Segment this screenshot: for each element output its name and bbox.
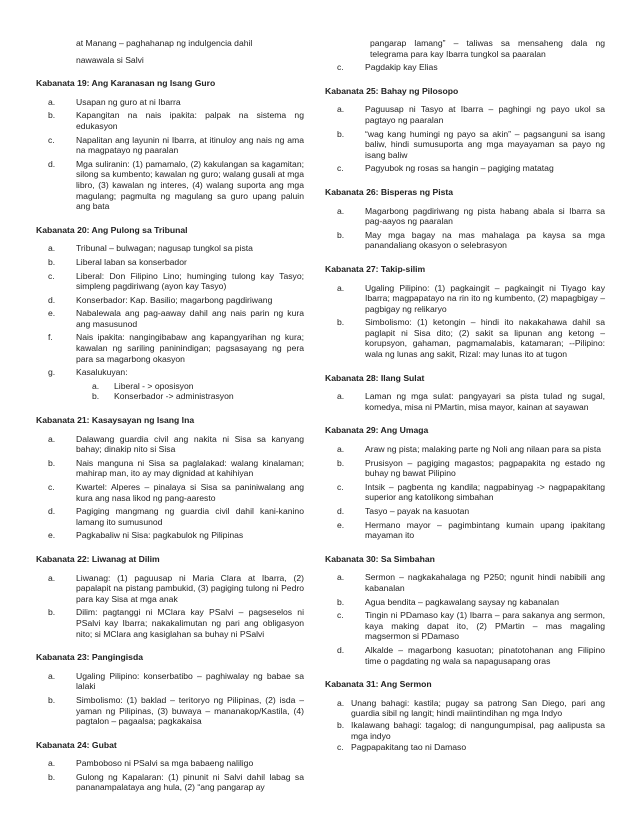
item-text: Pagkabaliw ni Sisa: pagkabulok ng Pilipinas — [76, 530, 244, 541]
list-item — [36, 332, 304, 364]
item-text: Ikalawang bahagi: tagalog; di nangungumpisal, pag aalipusta sa mga indyo — [351, 719, 605, 741]
list-item — [325, 506, 605, 517]
item-label: g. — [48, 367, 56, 378]
left-sections — [36, 78, 304, 793]
chapter-title: Kabanata 28: Ilang Sulat — [325, 372, 425, 383]
chapter-section — [325, 86, 605, 174]
right-sections — [325, 86, 605, 753]
item-text: Tingin ni PDamaso kay (1) Ibarra – para sakanya ang sermon, kaya making dapat ito, (2) PMartin – mas magaling magsermon si PDamaso — [365, 610, 605, 642]
item-label: b. — [337, 128, 345, 139]
item-label: c. — [48, 270, 55, 281]
item-label: a. — [48, 758, 56, 769]
list-item — [36, 308, 304, 329]
list-item — [36, 159, 304, 212]
item-label: b. — [337, 317, 345, 328]
chapter-section — [325, 187, 605, 251]
list-item — [325, 645, 605, 666]
item-label: c. — [337, 742, 344, 753]
item-text: Agua bendita – pagkawalang saysay ng kabanalan — [365, 596, 559, 607]
item-label: a. — [337, 104, 345, 115]
item-text: Hermano mayor – pagimbintang kumain upang ipakitang mayaman ito — [365, 519, 605, 541]
chapter-section — [325, 264, 605, 360]
item-text: Tribunal – bulwagan; nagusap tungkol sa pista — [76, 243, 253, 254]
continuation-text — [370, 38, 605, 59]
sub-list-item — [36, 391, 304, 402]
item-label: c. — [337, 610, 344, 621]
item-text: Kasalukuyan: — [76, 367, 128, 378]
item-label: a. — [48, 433, 56, 444]
item-text: Liberal laban sa konserbador — [76, 256, 187, 267]
item-label: e. — [337, 519, 345, 530]
list-item — [36, 772, 304, 793]
continuation-line: nawawala si Salvi — [76, 54, 144, 65]
sub-item-text: Liberal - > oposisyon — [114, 380, 194, 391]
chapter-title: Kabanata 24: Gubat — [36, 739, 117, 750]
item-label: b. — [48, 256, 56, 267]
chapter-title: Kabanata 29: Ang Umaga — [325, 425, 429, 436]
item-text: Magarbong pagdiriwang ng pista habang abala si Ibarra sa pag-aayos ng paaralan — [365, 205, 605, 227]
chapter-title: Kabanata 27: Takip-silim — [325, 263, 426, 274]
item-label: f. — [48, 332, 53, 343]
item-text: Dilim: pagtanggi ni MClara kay PSalvi – pagseselos ni PSalvi kay Ibarra; nakakalimutan ng pari ang obligasyon nito; si MClara ang kasiglahan sa buhay ni PSalvi — [76, 607, 304, 639]
item-label: c. — [48, 134, 55, 145]
item-text: Dalawang guardia civil ang nakita ni Sisa sa kanyang bahay; dinakip nito si Sisa — [76, 433, 304, 455]
list-item — [36, 434, 304, 455]
chapter-section — [325, 425, 605, 540]
chapter-section — [36, 78, 304, 212]
list-item — [36, 607, 304, 639]
item-label: d. — [337, 506, 345, 516]
item-text: Pagyubok ng rosas sa hangin – pagiging matatag — [365, 163, 554, 174]
item-label: a. — [337, 205, 345, 216]
item-label: c. — [337, 62, 344, 73]
chapter-title: Kabanata 22: Liwanag at Dilim — [36, 553, 160, 564]
item-text: Usapan ng guro at ni Ibarra — [76, 96, 181, 107]
chapter-title: Kabanata 30: Sa Simbahan — [325, 553, 435, 564]
item-label: b. — [337, 229, 345, 240]
item-label: d. — [48, 506, 56, 517]
item-label: a. — [48, 243, 56, 254]
list-item — [36, 295, 304, 306]
item-label: a. — [48, 96, 56, 107]
sub-item-label: a. — [92, 380, 100, 391]
item-text: Pagpapakitang tao ni Damaso — [351, 742, 467, 753]
item-text: Gulong ng Kapalaran: (1) pinunit ni Salvi dahil labag sa pananampalataya ang hula, (2) “ang pangarap ay — [76, 771, 304, 793]
item-text: “wag kang humingi ng payo sa akin” – pagsanguni sa isang baliw, hindi sumusuporta ang mga mayayaman sa payo ng isang baliw — [365, 128, 605, 160]
item-label: a. — [337, 572, 345, 583]
list-item — [325, 698, 605, 719]
item-text: Tasyo – payak na kasuotan — [365, 506, 470, 516]
item-label: c. — [337, 163, 344, 174]
list-item — [36, 243, 304, 254]
item-label: b. — [48, 771, 56, 782]
chapter-section — [325, 554, 605, 666]
item-text: Ugaling Pilipino: (1) pagkaingit – pagkaingit ni Tiyago kay Ibarra; magpapatayo na rin ito ng kumbento, (2) mapagbigay – pagbigay ng relikaryo — [365, 282, 605, 314]
chapter-title: Kabanata 26: Bisperas ng Pista — [325, 186, 453, 197]
item-label: a. — [337, 697, 345, 708]
item-text: Araw ng pista; malaking parte ng Noli ang nilaan para sa pista — [365, 444, 601, 455]
list-item — [36, 110, 304, 131]
item-label: b. — [48, 110, 56, 121]
sub-list-item — [36, 381, 304, 392]
list-item — [325, 163, 605, 174]
chapter-section — [36, 652, 304, 727]
list-item — [325, 104, 605, 125]
list-item — [325, 317, 605, 359]
list-item — [325, 572, 605, 593]
item-text: Kapangitan na nais ipakita: palpak na sistema ng edukasyon — [76, 110, 304, 131]
item-label: b. — [337, 596, 345, 607]
item-label: d. — [48, 294, 56, 305]
list-item — [36, 458, 304, 479]
continuation-line: at Manang – paghahanap ng indulgencia dahil — [76, 38, 253, 48]
item-label: a. — [337, 444, 345, 455]
list-item — [36, 257, 304, 268]
item-text: May mga bagay na mas mahalaga pa kaysa sa mga panandaliang okasyon o selebrasyon — [365, 229, 605, 251]
list-item — [325, 206, 605, 227]
item-text: Pagdakip kay Elias — [365, 62, 438, 73]
list-item — [325, 720, 605, 741]
chapter-title: Kabanata 21: Kasaysayan ng Isang Ina — [36, 415, 195, 426]
list-item — [325, 62, 605, 73]
item-text: Mga suliranin: (1) pamamalo, (2) kakulangan sa kagamitan; silong sa kumbento; kawalan ng guro; walang gusali at mga libro, (3) kawalan ng interes, (4) walang suporta ang mga magulang; pagmulta ng magulang sa guro upang paluin ang bata — [76, 158, 304, 212]
chapter-section — [36, 740, 304, 793]
item-text: Nabalewala ang pag-aaway dahil ang nais parin ng kura ang masusunod — [76, 308, 304, 329]
item-text: Unang bahagi: kastila; pugay sa patrong San Diego, pari ang guardia sibil ng langit; hindi maiintindihan ng mga Indyo — [351, 697, 605, 719]
left-column — [36, 38, 304, 796]
list-item — [325, 610, 605, 642]
item-text: Simbolismo: (1) ketongin – hindi ito nakakahawa dahil sa paglapit ni Sisa dito; (2) sakit sa lipunan ang ketong – korupsyon, gahaman, pagmamalabis, katamaran; --Pilipino: wala ng lunas ang sakit, Rizal: may lunas ito at tugon — [365, 317, 605, 360]
item-label: b. — [337, 719, 345, 730]
list-item — [36, 530, 304, 541]
list-item — [36, 135, 304, 156]
list-item — [36, 367, 304, 378]
chapter-section — [325, 679, 605, 753]
item-text: Laman ng mga sulat: pangyayari sa pista tulad ng sugal, komedya, misa ni PMartin, misa mayor, kainan at sayawan — [365, 391, 605, 412]
item-text: Liwanag: (1) paguusap ni Maria Clara at Ibarra, (2) papalapit na pistang pambukid, (3) pagiging tulong ni Pedro para kay Sisa at mga anak — [76, 572, 304, 604]
item-text: Intsik – pagbenta ng kandila; nagpabinyag -> nagpapakitang superior ang katolikong simbahan — [365, 481, 605, 503]
chapter-title: Kabanata 25: Bahay ng Pilosopo — [325, 85, 459, 96]
list-item — [325, 391, 605, 412]
item-text: Nais manguna ni Sisa sa paglalakad: walang kinalaman; mahirap man, ito ay may dignidad at kahihiyan — [76, 457, 304, 479]
item-text: Sermon – nagkakahalaga ng P250; ngunit hindi nabibili ang kabanalan — [365, 572, 605, 593]
chapter-title: Kabanata 23: Pangingisda — [36, 652, 143, 663]
item-label: b. — [337, 457, 345, 468]
list-item — [36, 271, 304, 292]
item-label: b. — [48, 607, 56, 618]
list-item — [36, 695, 304, 727]
list-item — [325, 458, 605, 479]
item-label: b. — [48, 457, 56, 468]
item-text: Ugaling Pilipino: konserbatibo – paghiwalay ng babae sa lalaki — [76, 670, 304, 692]
item-label: a. — [337, 391, 345, 402]
chapter-section — [36, 554, 304, 639]
item-label: a. — [48, 572, 56, 583]
list-item — [36, 482, 304, 503]
item-label: d. — [337, 644, 345, 655]
list-item — [325, 742, 605, 753]
list-item — [325, 129, 605, 161]
item-label: c. — [337, 481, 344, 492]
item-text: Pagiging mangmang ng guardia civil dahil kani-kanino lamang ito sumusunod — [76, 506, 304, 527]
sub-item-label: b. — [92, 391, 100, 402]
continuation-text — [76, 38, 304, 65]
continuation-line: pangarap lamang” – taliwas sa mensaheng dala ng telegrama para kay Ibarra tungkol sa paaralan — [370, 38, 605, 59]
item-text: Simbolismo: (1) baklad – teritoryo ng Pilipinas, (2) isda – yaman ng Pilipinas, (3) buwaya – mananakop/Kastila, (4) pagtalon – pagaalsa; pagkakaisa — [76, 694, 304, 727]
list-item — [36, 671, 304, 692]
item-label: c. — [48, 482, 55, 492]
item-text: Alkalde – magarbong kasuotan; pinatotohanan ang Filipino time o pagdating ng wala sa napagusapang oras — [365, 644, 605, 666]
list-item — [325, 283, 605, 315]
list-item — [36, 506, 304, 527]
list-item — [325, 597, 605, 608]
list-item — [325, 482, 605, 503]
chapter-section — [36, 225, 304, 402]
list-item — [325, 444, 605, 455]
list-item — [325, 230, 605, 251]
item-text: Pamboboso ni PSalvi sa mga babaeng naliligo — [76, 758, 254, 769]
chapter-section — [325, 373, 605, 413]
item-text: Nais ipakita: nangingibabaw ang kapangyarihan ng kura; kawalan ng sariling paninindigan; pagsasayang ng pera para sa magarbong okasyon — [76, 332, 304, 364]
list-item — [36, 97, 304, 108]
item-text: Konserbador: Kap. Basilio; magarbong pagdiriwang — [76, 294, 273, 305]
list-item — [36, 758, 304, 769]
chapter-title: Kabanata 20: Ang Pulong sa Tribunal — [36, 224, 188, 235]
list-item — [325, 520, 605, 541]
item-label: a. — [337, 282, 345, 293]
chapter-title: Kabanata 31: Ang Sermon — [325, 679, 432, 690]
item-label: e. — [48, 308, 56, 319]
chapter-title: Kabanata 19: Ang Karanasan ng Isang Guro — [36, 78, 216, 89]
item-label: e. — [48, 530, 56, 541]
item-text: Napalitan ang layunin ni Ibarra, at itinuloy ang nais ng ama na magpatayo ng paaralan — [76, 134, 304, 156]
item-text: Paguusap ni Tasyo at Ibarra – paghingi ng payo ukol sa pagtayo ng paaralan — [365, 104, 605, 125]
item-text: Kwartel: Alperes – pinalaya si Sisa sa paniniwalang ang kura ang nasa likod ng pang-aaresto — [76, 482, 304, 503]
item-text: Prusisyon – pagiging magastos; pagpapakita ng estado ng buhay ng bawat Pilipino — [365, 457, 605, 479]
item-label: b. — [48, 694, 56, 705]
item-label: a. — [48, 670, 56, 681]
right-column — [325, 38, 605, 754]
chapter-section — [36, 415, 304, 541]
list-item — [36, 573, 304, 605]
item-text: Liberal: Don Filipino Lino; huminging tulong kay Tasyo; simpleng pagdiriwang (ayon kay Tasyo) — [76, 270, 304, 292]
item-label: d. — [48, 158, 56, 169]
sub-item-text: Konserbador -> administrasyon — [114, 391, 234, 402]
